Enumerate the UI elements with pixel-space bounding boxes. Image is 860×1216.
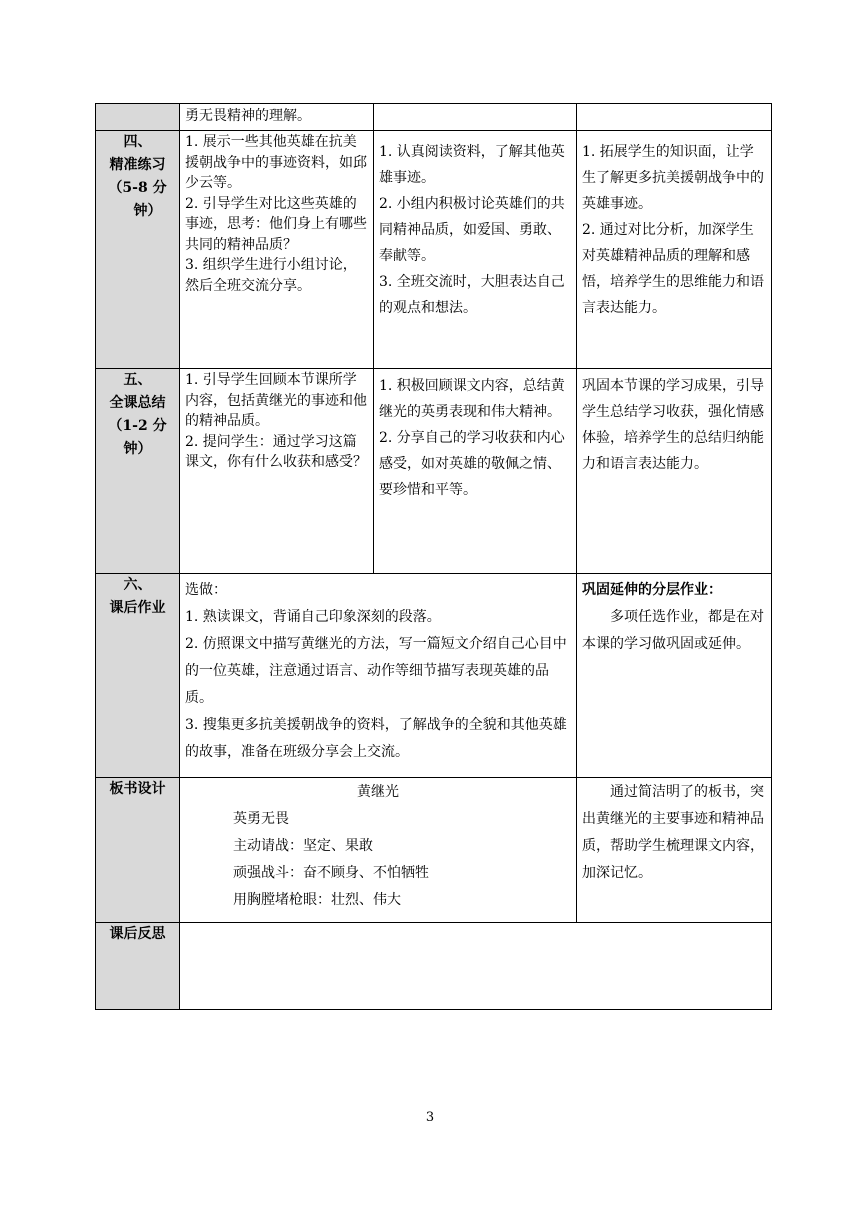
summary-label	[96, 369, 180, 574]
practice-student-item: 3. 全班交流时，大胆表达自己的观点和想法。	[379, 274, 565, 316]
homework-purpose-cell	[577, 574, 772, 778]
practice-purpose-item: 2. 通过对比分析，加深学生对英雄精神品质的理解和感悟，培养学生的思维能力和语言表达能力。	[582, 222, 764, 316]
homework-purpose-text: 多项任选作业，都是在对本课的学习做巩固或延伸。	[582, 609, 764, 652]
lesson-plan-table	[95, 103, 772, 1010]
summary-purpose-text: 巩固本节课的学习成果，引导学生总结学习收获，强化情感体验，培养学生的总结归纳能力和语言表达能力。	[582, 378, 764, 472]
board-row	[96, 778, 772, 923]
reflection-row	[96, 923, 772, 1010]
practice-student-item: 1. 认真阅读资料，了解其他英雄事迹。	[379, 144, 565, 186]
practice-student-cell	[374, 131, 577, 369]
carryover-teacher-cell	[180, 104, 374, 131]
board-line: 顽强战斗：奋不顾身、不怕牺牲	[233, 865, 429, 881]
label-line: 全课总结	[109, 395, 166, 411]
summary-student-item: 1. 积极回顾课文内容，总结黄继光的英勇表现和伟大精神。	[379, 378, 565, 420]
homework-item: 3. 搜集更多抗美援朝战争的资料，了解战争的全貌和其他英雄的故事，准备在班级分享会上交流。	[185, 717, 567, 760]
practice-teacher-item: 1. 展示一些其他英雄在抗美援朝战争中的事迹资料，如邱少云等。	[185, 134, 367, 191]
practice-teacher-item: 3. 组织学生进行小组讨论，然后全班交流分享。	[185, 257, 357, 294]
homework-row	[96, 574, 772, 778]
label-line: 板书设计	[109, 781, 166, 797]
practice-teacher-cell	[180, 131, 374, 369]
summary-teacher-item: 1. 引导学生回顾本节课所学内容，包括黄继光的事迹和他的精神品质。	[185, 372, 367, 429]
carryover-label-cell	[96, 104, 180, 131]
carryover-text: 勇无畏精神的理解。	[185, 108, 311, 124]
summary-student-cell	[374, 369, 577, 574]
homework-purpose-title: 巩固延伸的分层作业：	[582, 582, 722, 598]
label-line: 钟）	[123, 441, 152, 457]
carryover-row	[96, 104, 772, 131]
board-title: 黄继光	[357, 784, 399, 800]
label-line: （5-8 分	[108, 180, 167, 196]
label-line: 六、	[123, 577, 152, 593]
board-content-cell	[180, 778, 577, 923]
summary-teacher-item: 2. 提问学生：通过学习这篇课文，你有什么收获和感受？	[185, 433, 367, 470]
carryover-purpose-cell	[577, 104, 772, 131]
summary-row	[96, 369, 772, 574]
label-line: 钟）	[133, 203, 162, 219]
practice-student-item: 2. 小组内积极讨论英雄们的共同精神品质，如爱国、勇敢、奉献等。	[379, 196, 565, 264]
homework-intro: 选做：	[185, 582, 227, 598]
label-line: 五、	[123, 372, 152, 388]
label-line: 课后反思	[109, 926, 166, 942]
practice-row	[96, 131, 772, 369]
summary-purpose-cell	[577, 369, 772, 574]
carryover-student-cell	[374, 104, 577, 131]
page-number: 3	[425, 1110, 435, 1125]
summary-student-item: 2. 分享自己的学习收获和内心感受，如对英雄的敬佩之情、要珍惜和平等。	[379, 430, 565, 498]
label-line: 四、	[123, 134, 152, 150]
label-line: 课后作业	[109, 600, 166, 616]
label-line: 精准练习	[109, 157, 166, 173]
board-purpose-text: 通过简洁明了的板书，突出黄继光的主要事迹和精神品质，帮助学生梳理课文内容，加深记忆。	[582, 784, 764, 881]
board-line: 主动请战：坚定、果敢	[233, 838, 373, 854]
label-line: （1-2 分	[108, 418, 167, 434]
homework-content-cell	[180, 574, 577, 778]
reflection-content-cell	[180, 923, 772, 1010]
practice-purpose-cell	[577, 131, 772, 369]
board-label	[96, 778, 180, 923]
practice-teacher-item: 2. 引导学生对比这些英雄的事迹，思考：他们身上有哪些共同的精神品质？	[185, 195, 367, 253]
practice-label	[96, 131, 180, 369]
homework-label	[96, 574, 180, 778]
board-purpose-cell	[577, 778, 772, 923]
summary-teacher-cell	[180, 369, 374, 574]
practice-purpose-item: 1. 拓展学生的知识面，让学生了解更多抗美援朝战争中的英雄事迹。	[582, 144, 764, 212]
reflection-label	[96, 923, 180, 1010]
homework-item: 2. 仿照课文中描写黄继光的方法，写一篇短文介绍自己心目中的一位英雄，注意通过语言、动作等细节描写表现英雄的品质。	[185, 636, 567, 706]
board-line: 用胸膛堵枪眼：壮烈、伟大	[233, 892, 401, 908]
homework-item: 1. 熟读课文，背诵自己印象深刻的段落。	[185, 609, 441, 625]
board-line: 英勇无畏	[233, 811, 289, 827]
